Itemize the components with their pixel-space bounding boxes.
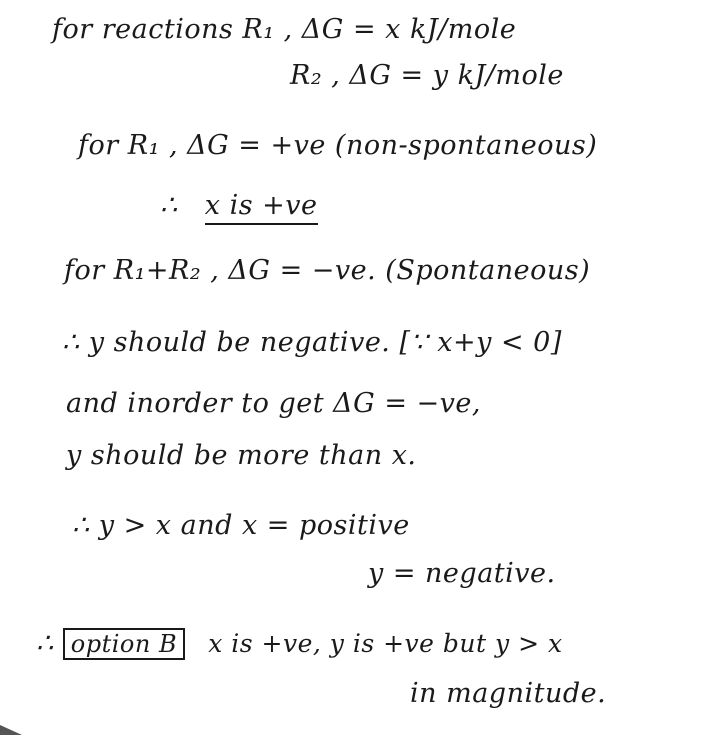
line-y-negative: ∴ y should be negative. [∵ x+y < 0] xyxy=(62,327,562,358)
answer-explanation: x is +ve, y is +ve but y > x xyxy=(208,629,563,658)
line-answer xyxy=(36,628,563,659)
line-reactions-r2: R₂ , ΔG = y kJ/mole xyxy=(290,60,564,91)
therefore-symbol-2: ∴ xyxy=(36,628,54,659)
therefore-symbol: ∴ xyxy=(160,190,178,221)
underlined-conclusion: x is +ve xyxy=(205,190,318,225)
line-y-more-than-x: y should be more than x. xyxy=(66,440,417,471)
line-for-r1-r2: for R₁+R₂ , ΔG = −ve. (Spontaneous) xyxy=(64,255,591,286)
line-y-negative-2: y = negative. xyxy=(368,558,556,589)
line-x-positive xyxy=(160,190,318,221)
line-inorder: and inorder to get ΔG = −ve, xyxy=(66,388,481,419)
line-y-greater-x: ∴ y > x and x = positive xyxy=(72,510,410,541)
line-in-magnitude: in magnitude. xyxy=(410,678,607,709)
page-corner-mark xyxy=(0,725,22,735)
line-reactions-r1: for reactions R₁ , ΔG = x kJ/mole xyxy=(52,14,517,45)
answer-box: option B xyxy=(63,628,185,660)
line-for-r1: for R₁ , ΔG = +ve (non-spontaneous) xyxy=(78,130,598,161)
